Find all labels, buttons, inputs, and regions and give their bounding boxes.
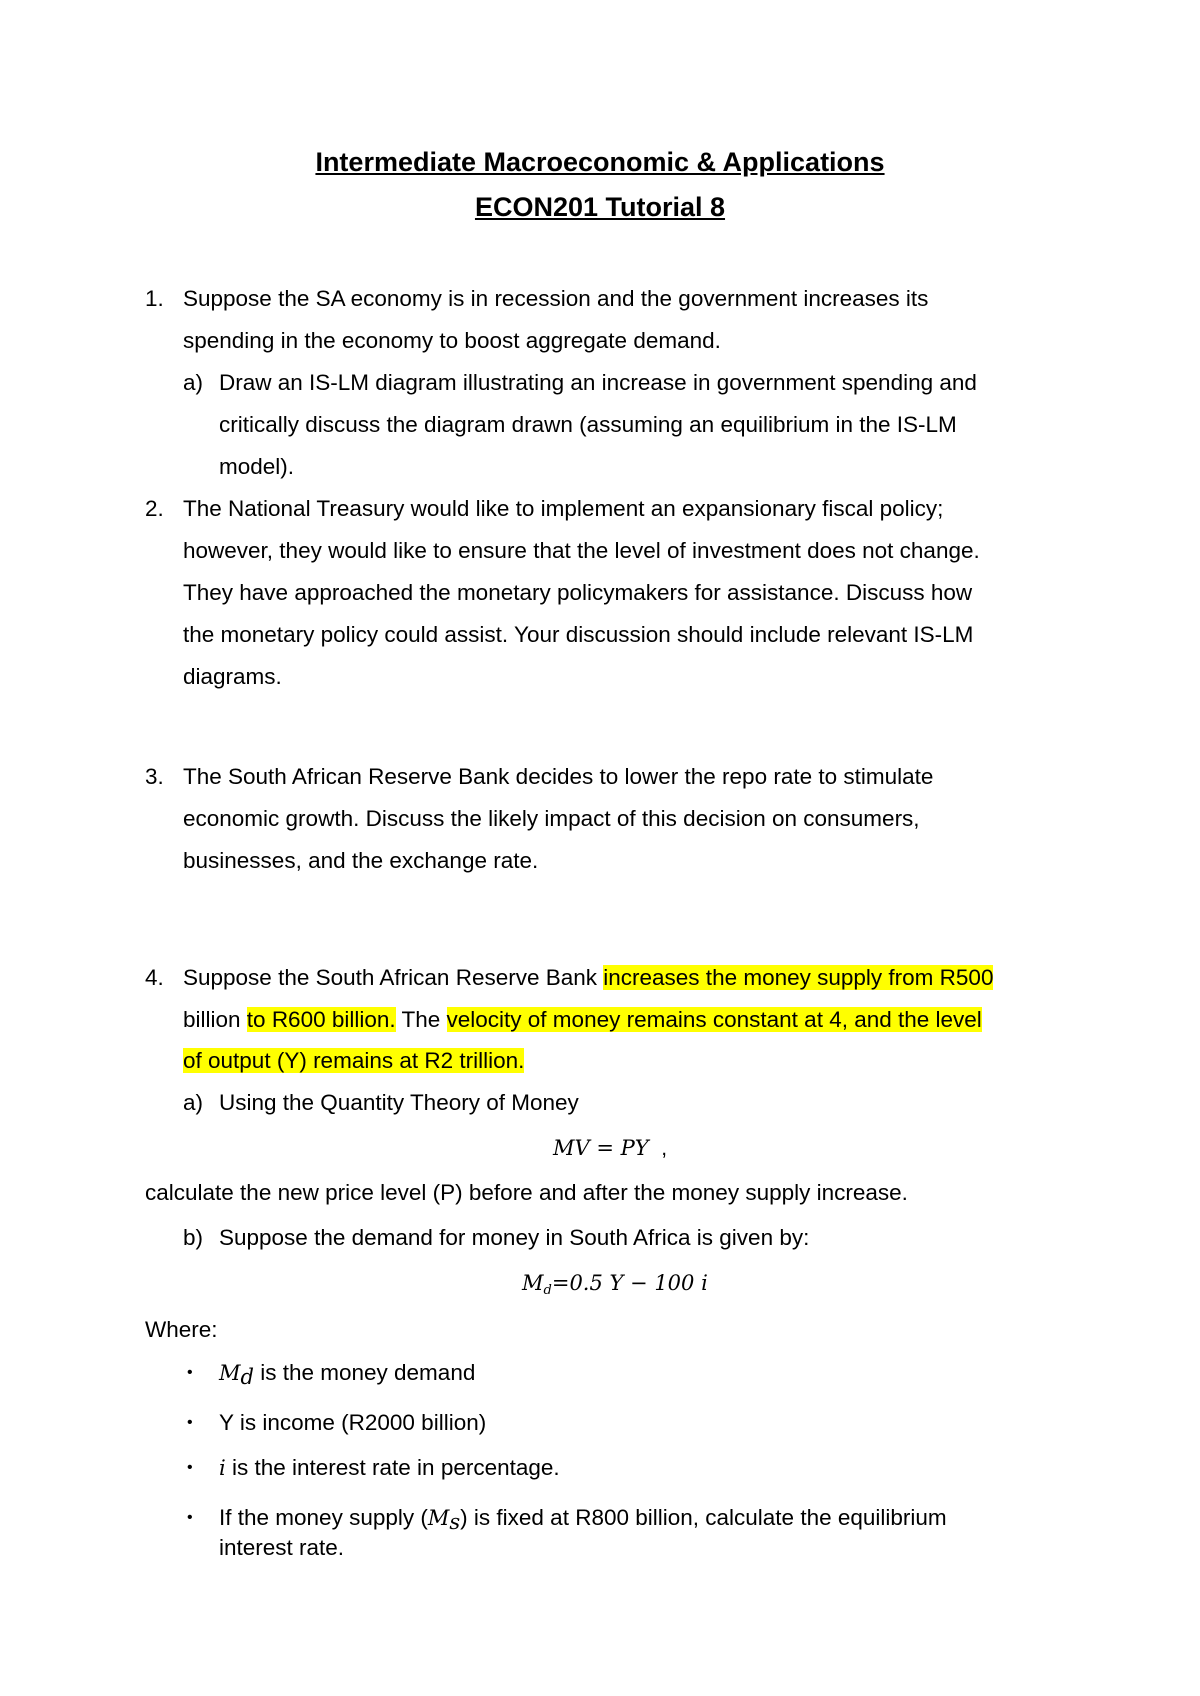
q4-line-1 bbox=[183, 963, 993, 993]
q2-line-4: the monetary policy could assist. Your discussion should include relevant IS-LM bbox=[183, 622, 974, 647]
bullet-3-symbol: i bbox=[219, 1456, 226, 1480]
q2-line-1 bbox=[183, 494, 1063, 524]
q4-line-2-text: billion bbox=[183, 1007, 247, 1032]
quantity-theory-formula bbox=[553, 1133, 667, 1164]
where-label: Where: bbox=[145, 1317, 218, 1342]
q4b-text: Suppose the demand for money in South Africa is given by: bbox=[219, 1225, 810, 1250]
q4-highlight-1: increases the money supply from R500 bbox=[603, 965, 994, 990]
bullet-4-line-2: interest rate. bbox=[219, 1535, 345, 1560]
q4-line-2 bbox=[183, 1005, 982, 1035]
q1-number: 1. bbox=[145, 286, 164, 311]
q4-highlight-2: to R600 billion. bbox=[246, 1007, 396, 1032]
bullet-1 bbox=[219, 1358, 475, 1392]
q4a-text: Using the Quantity Theory of Money bbox=[219, 1090, 579, 1115]
bullet-2: Y is income (R2000 billion) bbox=[219, 1410, 487, 1435]
formula-mv-py: MV = PY bbox=[553, 1136, 649, 1160]
q4-highlight-3: velocity of money remains constant at 4, and the level bbox=[446, 1007, 982, 1032]
formula-md-sub: d bbox=[543, 1283, 552, 1298]
q4a-calc-text: calculate the new price level (P) before and after the money supply increase. bbox=[145, 1180, 908, 1205]
q4-line-3 bbox=[183, 1046, 524, 1076]
q3-number: 3. bbox=[145, 764, 164, 789]
q1a-label: a) bbox=[183, 370, 204, 395]
bullet-3-text: is the interest rate in percentage. bbox=[225, 1455, 560, 1480]
document-title: Intermediate Macroeconomic & Applications bbox=[315, 147, 885, 177]
q4-line-1-text: Suppose the South African Reserve Bank bbox=[183, 965, 604, 990]
q3-line-1: The South African Reserve Bank decides to lower the repo rate to stimulate bbox=[183, 764, 934, 789]
q3-line-3: businesses, and the exchange rate. bbox=[183, 848, 539, 873]
q4-line-2-mid: The bbox=[395, 1007, 447, 1032]
q2-line-5: diagrams. bbox=[183, 664, 282, 689]
q1-line-1: Suppose the SA economy is in recession and the government increases its bbox=[183, 286, 929, 311]
q2-line-2: however, they would like to ensure that the level of investment does not change. bbox=[183, 538, 980, 563]
bullet-3-glyph: • bbox=[187, 1459, 193, 1476]
q1a-line-1: Draw an IS-LM diagram illustrating an increase in government spending and bbox=[219, 370, 977, 395]
bullet-1-text: is the money demand bbox=[253, 1360, 476, 1385]
formula-md: M bbox=[522, 1271, 544, 1295]
q4b-label: b) bbox=[183, 1225, 204, 1250]
formula-comma: , bbox=[661, 1137, 668, 1160]
q1a-line-2: critically discuss the diagram drawn (assuming an equilibrium in the IS-LM bbox=[219, 412, 957, 437]
money-demand-formula bbox=[522, 1268, 708, 1306]
bullet-1-sub: d bbox=[240, 1365, 254, 1389]
q4-highlight-4: of output (Y) remains at R2 trillion. bbox=[183, 1048, 525, 1073]
q2-line-1-text: The National Treasury would like to implement an expansionary fiscal policy; bbox=[183, 496, 944, 521]
bullet-4 bbox=[219, 1503, 947, 1537]
q4a-label: a) bbox=[183, 1090, 204, 1115]
q2-line-3: They have approached the monetary policymakers for assistance. Discuss how bbox=[183, 580, 973, 605]
q3-line-2: economic growth. Discuss the likely impact of this decision on consumers, bbox=[183, 806, 920, 831]
q2-number: 2. bbox=[145, 496, 164, 521]
bullet-1-glyph: • bbox=[187, 1364, 193, 1381]
bullet-3 bbox=[219, 1453, 560, 1483]
bullet-4-symbol: M bbox=[427, 1506, 450, 1530]
bullet-4-sub: s bbox=[449, 1510, 461, 1534]
bullet-1-symbol: M bbox=[219, 1361, 241, 1385]
bullet-4-text-post: ) is fixed at R800 billion, calculate the equilibrium bbox=[460, 1505, 947, 1530]
bullet-4-glyph: • bbox=[187, 1509, 193, 1526]
bullet-4-text: If the money supply ( bbox=[219, 1505, 428, 1530]
document-subtitle: ECON201 Tutorial 8 bbox=[474, 192, 726, 222]
bullet-2-glyph: • bbox=[187, 1414, 193, 1431]
formula-md-rhs: =0.5 Y − 100 i bbox=[551, 1271, 708, 1295]
q4-number: 4. bbox=[145, 965, 164, 990]
q1-line-2: spending in the economy to boost aggregate demand. bbox=[183, 328, 721, 353]
q1a-line-3: model). bbox=[219, 454, 295, 479]
